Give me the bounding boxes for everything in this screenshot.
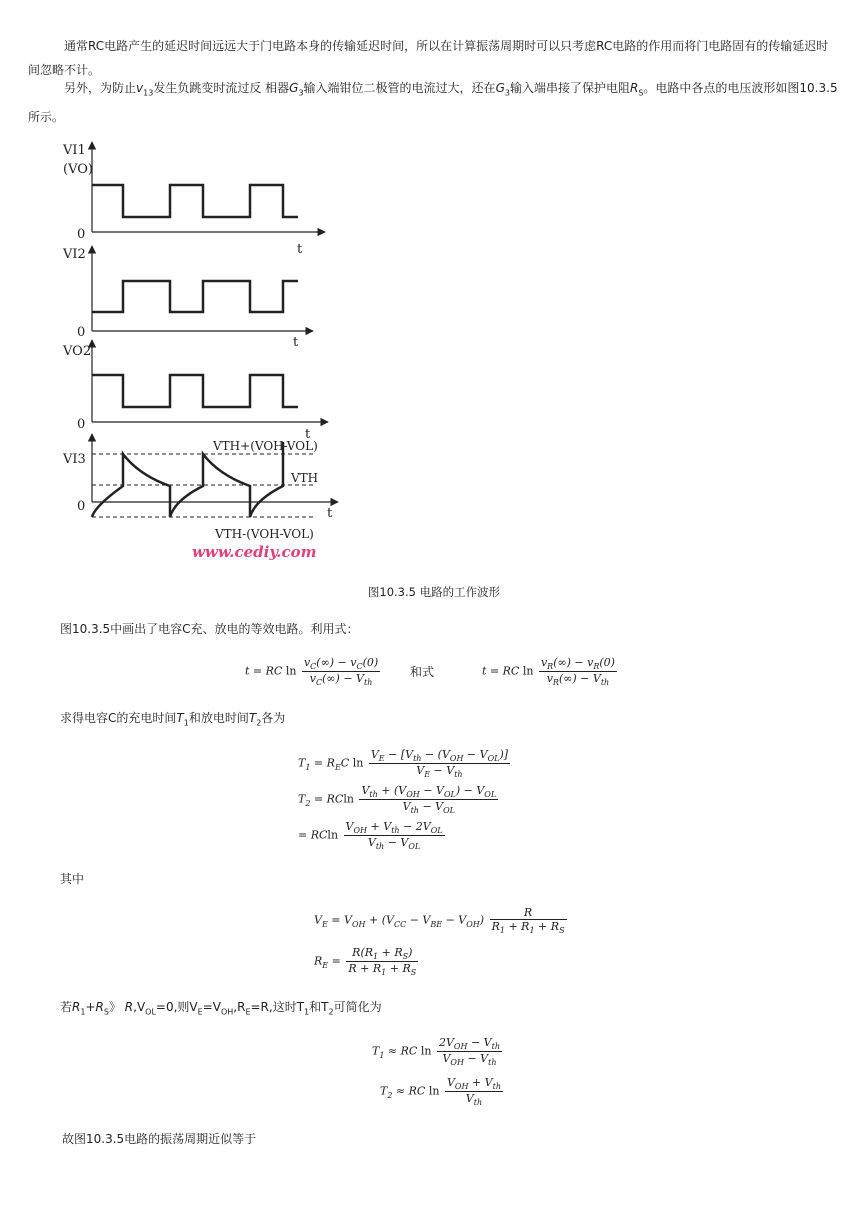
zero-3: 0 xyxy=(77,417,86,432)
waveform-vi1 xyxy=(92,185,298,217)
figure-caption: 图10.3.5 电路的工作波形 xyxy=(367,585,501,599)
formula-a: t = RC ln $\frac{v_C(\infty) - v_C(0)}{v_C(\infty) - V_{th}}$ xyxy=(245,656,379,688)
zero-2: 0 xyxy=(77,325,86,340)
formula-ve: $V_E = V_{OH} + (V_{CC} - V_{BE} - V_{OH})$ $\frac{R}{R_1 + R_1 + R_S}$ xyxy=(314,906,565,936)
final-text: 故图10.3.5电路的振荡周期近似等于 xyxy=(62,1132,257,1146)
formula-b: t = RC ln $\frac{v_R(\infty) - v_R(0)}{v_R(\infty) - V_{th}}$ xyxy=(482,656,615,688)
waveform-vo2 xyxy=(92,375,298,407)
formula-re: $R_E$ = $\frac{R(R_1 + R_S)}{R + R_1 + R_S}$ xyxy=(314,946,417,978)
paragraph-2: 另外，为防止$v_{13}$发生负跳变时流过反 相器$G_3$输入端钳位二极管的电流过大，还在$G_3$输入端串接了保护电阻$R_S$。电路中各点的电压波形如图10.3.5所示。 xyxy=(28,81,838,125)
label-vo2: VO2 xyxy=(63,344,92,359)
t-3: t xyxy=(305,427,311,442)
label-vth-minus: VTH-(VOH-VOL) xyxy=(215,527,314,541)
paragraph-1: 通常RC电路产生的延迟时间远远大于门电路本身的传输延迟时间，所以在计算振荡周期时可以只考虑RC电路的作用而将门电路固有的传输延迟时间忽略不计。 xyxy=(28,39,829,77)
formula-t2-simplified: = RCln $\frac{V_{OH} + V_{th} - 2V_{OL}}{V_{th} - V_{OL}}$ xyxy=(298,820,443,852)
t-2: t xyxy=(293,335,299,350)
label-vo: (VO) xyxy=(63,162,93,177)
condition-text: 若$R_1+R_S$》 $R,V_{OL}=0$,则$V_E=V_{OH},R_E=R$,这时$T_1$和$T_2$可简化为 xyxy=(60,1000,382,1017)
zero-4: 0 xyxy=(77,499,86,514)
label-vi2: VI2 xyxy=(63,247,86,262)
formula-t2: $T_2 = RCln$ $\frac{V_{th} + (V_{OH} - V_{OL}) - V_{OL}}{V_{th} - V_{OL}}$ xyxy=(298,784,497,816)
and-text: 和式 xyxy=(410,665,435,679)
label-vi1: VI1 xyxy=(63,143,86,158)
waveform-vi3 xyxy=(92,442,283,517)
t-4: t xyxy=(327,506,333,521)
label-vth: VTH xyxy=(291,471,319,485)
formula-t1-approx: $T_1$ ≈ RC ln $\frac{2V_{OH} - V_{th}}{V_{OH} - V_{th}}$ xyxy=(372,1036,500,1068)
formula-t1: $T_1 = R_EC$ ln $\frac{V_E - [V_{th} - (V_{OH} - V_{OL})]}{V_E - V_{th}}$ xyxy=(298,748,509,780)
solve-text: 求得电容C的充电时间$T_1$和放电时间$T_2$各为 xyxy=(60,711,286,728)
label-vth-plus: VTH+(VOH-VOL) xyxy=(213,439,318,453)
label-vi3: VI3 xyxy=(63,452,86,467)
watermark: www.cediy.com xyxy=(192,543,317,560)
formula-t2-approx: $T_2$ ≈ RC ln $\frac{V_{OH} + V_{th}}{V_{th}}$ xyxy=(380,1076,501,1108)
waveform-vi2 xyxy=(92,281,298,312)
t-1: t xyxy=(297,242,303,257)
zero-1: 0 xyxy=(77,227,86,242)
where-text: 其中 xyxy=(60,872,85,886)
intro-text: 图10.3.5中画出了电容C充、放电的等效电路。利用式： xyxy=(60,622,359,636)
waveform-figure xyxy=(55,140,355,560)
